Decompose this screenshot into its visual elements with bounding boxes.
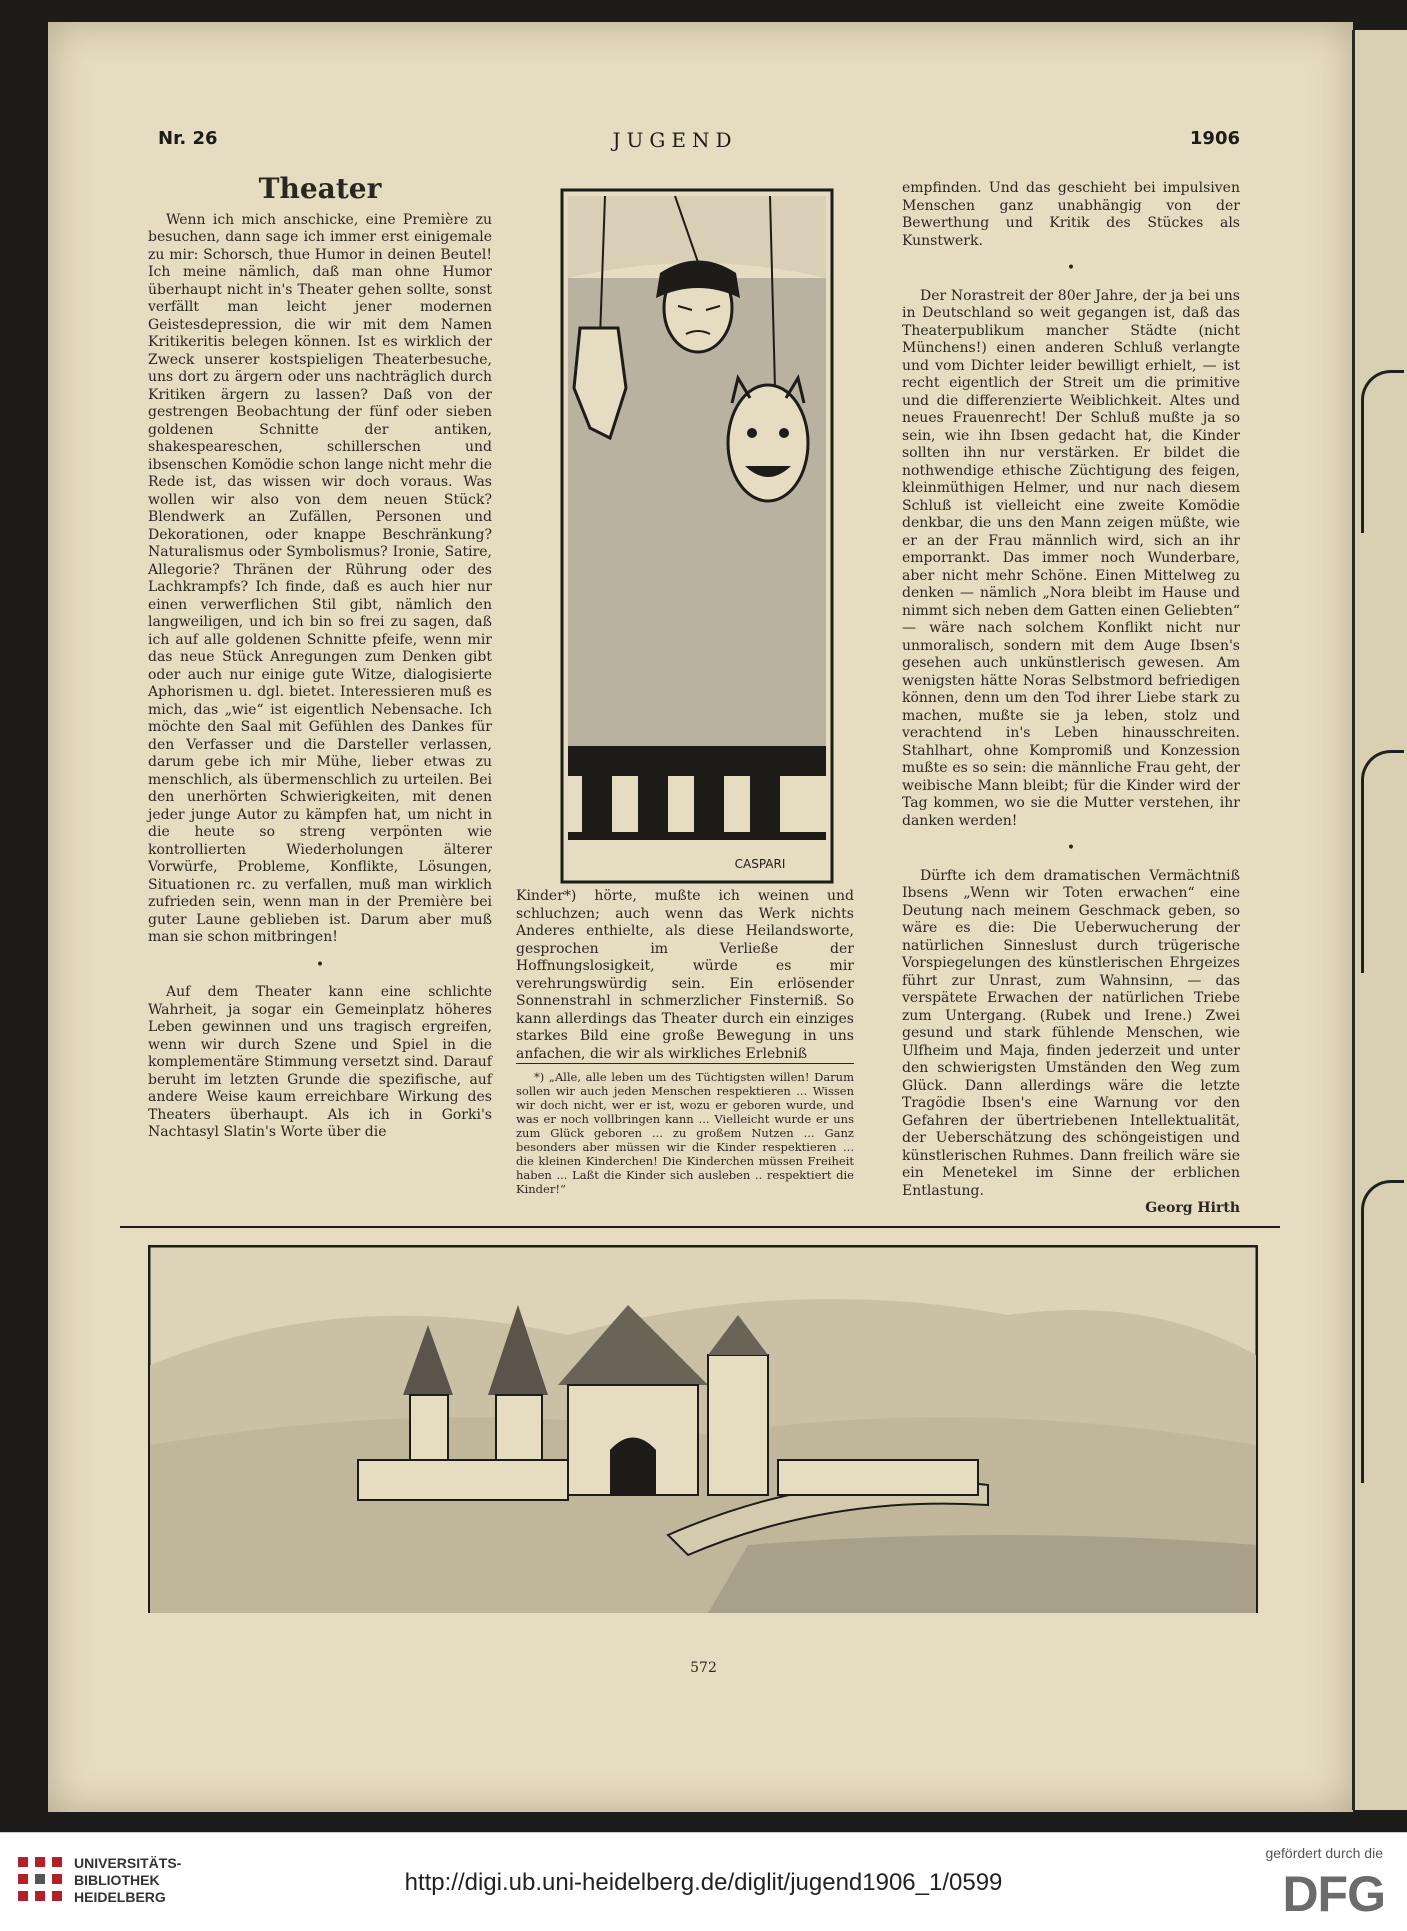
stage-band: [568, 746, 826, 776]
gate-arch: [610, 1438, 656, 1496]
adjacent-sketch-stroke: [1361, 750, 1404, 973]
middle-column: [516, 888, 854, 1196]
theater-masks-illustration: [560, 188, 834, 884]
left-column: [148, 172, 492, 1142]
mask-eye: [747, 428, 757, 438]
paragraph: Kinder*) hörte, mußte ich weinen und schluchzen; auch wenn das Werk nichts Anderes enthielte, als diese Heilandsworte, gesprochen im Verließe der Hoffnungslosigkeit, würde es mir verehrungswürdig sein. Ein erlösender Sonnenstrahl in schmerzlicher Finsterniß. So kann allerdings das Theater durch ein einziges starkes Bild eine große Bewegung in uns anfachen, die wir als wirkliches Erlebniß: [516, 888, 854, 1062]
section-separator: •: [1066, 840, 1076, 856]
right-column: [902, 180, 1240, 1218]
tower-wall: [410, 1395, 448, 1465]
footer-bar: [0, 1832, 1407, 1931]
library-name-line: BIBLIOTHEK: [74, 1872, 160, 1888]
section-separator: •: [315, 956, 325, 973]
section-separator: •: [1066, 260, 1076, 276]
paragraph: Der Norastreit der 80er Jahre, der ja bei uns in Deutschland so weit gegangen ist, daß das Theaterpublikum mancher Städte (nicht Münchens!) einen anderen Schluß verlangte und vom Dichter leider bewilligt erhielt, — ist recht eigentlich der Streit um die primitive und die differenzierte Weiblichkeit. Altes und neues Frauenrecht! Der Schluß mußte ja so sein, wie ihn Ibsen gedacht hat, die Kinder sollten ihn nur verstärken. Er bildet die nothwendige ethische Züchtigung des feigen, kleinmüthigen Helmer, und nur nach diesem Schluß ist vielleicht eine zweite Komödie denkbar, die uns den Mann zeigen müßte, wie er an der Frau männlich wird, sich an ihr emporrankt. Das immer noch Wunderbare, aber nicht mehr Schöne. Einen Mittelweg zu denken — nämlich „Nora bleibt im Hause und nimmt sich neben dem Gatten einen Geliebten“ — wäre nach solchem Konflikt nicht nur unmoralisch, sondern mit dem Auge Ibsen's gesehen auch unkünstlerisch gewesen. Am wenigsten hätte Noras Selbstmord befriedigen können, denn um den Tod ihrer Liebe stark zu machen, mußte sie ja leben, stolz und verachtend in's Leben hinausschreiten. Stahlhart, ohne Kompromiß und Konzession mußte es so sein: die männliche Frau geht, der weibische Mann bleibt; für die Kinder wird der Tag kommen, wo sie die Mutter verstehen, ihr danken werden!: [902, 287, 1240, 829]
adjacent-sketch-stroke: [1361, 370, 1404, 533]
town-wall: [778, 1460, 978, 1495]
artist-signature: CASPARI: [734, 857, 786, 871]
mask-eye: [779, 428, 789, 438]
issue-year: 1906: [1189, 128, 1240, 149]
running-head: [110, 128, 1240, 158]
issue-number: Nr. 26: [158, 128, 218, 149]
article-title: Theater: [258, 172, 382, 205]
adjacent-page-edge: [1352, 30, 1407, 1810]
adjacent-sketch-stroke: [1361, 1180, 1404, 1483]
library-name-line: HEIDELBERG: [74, 1889, 166, 1905]
author-signature: Georg Hirth: [1145, 1200, 1240, 1216]
paragraph: Dürfte ich dem dramatischen Vermächtniß Ibsens „Wenn wir Toten erwachen“ eine Deutung nach meinem Geschmack geben, so wäre es die: Die Ueberwucherung der natürlichen Sinneslust durch trügerische Vorspiegelungen des künstlerischen Ehrgeizes führt zur Unrast, zum Wahnsinn, — das verspätete Erwachen der natürlichen Triebe zum Untergang. (Rubek und Irene.) Zwei gesund und stark fühlende Menschen, wie Ulfheim und Maja, finden jederzeit und unter den schwierigsten Umständen den Weg zum Glück. Dann allerdings wäre die letzte Tragödie Ibsen's eine Warnung vor den Gefahren der übertriebenen Intellektualität, der Ueberschätzung des schöngeistigen und künstlerischen Ruhmes. Dann freilich wäre sie ein Menetekel im Sinne der erblichen Entlastung.: [902, 867, 1240, 1199]
comedy-mask: [728, 385, 808, 501]
crenellation-block: [750, 776, 780, 832]
crenellation-block: [638, 776, 668, 832]
magazine-title: JUGEND: [612, 128, 738, 152]
funder-label: gefördert durch die: [1265, 1845, 1383, 1861]
stage-base: [568, 832, 826, 840]
paragraph: empfinden. Und das geschieht bei impulsiven Menschen ganz unabhängig von der Bewerthung und Kritik des Stückes als Kunstwerk.: [902, 180, 1240, 249]
footnote: *) „Alle, alle leben um des Tüchtigsten willen! Darum sollen wir auch jeden Menschen respektieren ... Wissen wir doch nicht, wer er ist, wozu er geboren wurde, und was er noch vollbringen kann ... Vielleicht wurde er uns zum Glück geboren ... zu großem Nutzen ... Ganz besonders aber müssen wir die Kinder respektieren ... die kleinen Kinderchen! Die Kinderchen müssen Freiheit haben ... Laßt die Kinder sich ausleben .. respektiert die Kinder!“: [516, 1063, 854, 1196]
crenellation-block: [694, 776, 724, 832]
crenellation-block: [582, 776, 612, 832]
paragraph: Auf dem Theater kann eine schlichte Wahrheit, ja sogar ein Gemeinplatz höheres Leben gewinnen und uns tragisch ergreifen, wenn wir durch Szene und Spiel in die komplementäre Stimmung versetzt sind. Darauf beruht im letzten Grunde die spezifische, auf andere Weise kaum erreichbare Wirkung des Theaters überhaupt. Als ich in Gorki's Nachtasyl Slatin's Worte über die: [148, 984, 492, 1140]
permalink-url[interactable]: http://digi.ub.uni-heidelberg.de/diglit/jugend1906_1/0599: [404, 1869, 1003, 1896]
dfg-logo[interactable]: DFG: [1282, 1866, 1385, 1922]
river: [708, 1535, 1256, 1613]
page-number: 572: [690, 1660, 717, 1676]
library-name-line: UNIVERSITÄTS-: [74, 1855, 182, 1871]
horizontal-rule: [120, 1226, 1280, 1228]
village-landscape-illustration: [148, 1245, 1258, 1613]
tall-house: [708, 1355, 768, 1495]
town-wall: [358, 1460, 568, 1500]
paragraph: Wenn ich mich anschicke, eine Première zu besuchen, dann sage ich immer erst einigemale zu mir: Schorsch, thue Humor in deinen Beutel! Ich meine nämlich, daß man ohne Humor überhaupt nicht in's Theater gehen sollte, sonst verfällt man leicht jener modernen Geistesdepression, die wir mit dem Namen Kritikeritis belegen können. Ist es wirklich der Zweck unserer kostspieligen Theaterbesuche, uns dort zu ärgern oder uns nachträglich durch Kritiken ärgern zu lassen? Daß von der gestrengen Beobachtung der fünf oder sieben goldenen Schnitte der antiken, shakespeareschen, schillerschen und ibsenschen Komödie schon lange nicht mehr die Rede ist, das wissen wir doch voraus. Was wollen wir also von dem neuen Stück? Blendwerk an Zufällen, Personen und Dekorationen, oder knappe Beschränkung? Naturalismus oder Symbolismus? Ironie, Satire, Allegorie? Thränen der Rührung oder des Lachkrampfs? Ich finde, daß es auch hier nur einen verwerflichen Stil gibt, nämlich den langweiligen, und ich bin so frei zu sagen, daß ich auf alle goldenen Schnitte pfeife, wenn mir das neue Stück Anregungen zum Denken gibt oder auch nur einige gute Witze, dialogisierte Aphorismen u. dgl. bietet. Interessieren muß es mich, das „wie“ ist eigentlich Nebensache. Ich möchte den Saal mit Gefühlen des Dankes für den Verfasser und die Darsteller verlassen, darum gebe ich mir Mühe, lieber etwas zu menschlich, als übermenschlich zu urteilen. Bei den unerhörten Schwierigkeiten, mit denen jeder junge Autor zu kämpfen hat, um nicht in die heute so streng verpönten wie kontrollierten Wiederholungen älterer Vorwürfe, Probleme, Konflikte, Lösungen, Situationen rc. zu verfallen, muß man wirklich zufrieden sein, wenn man in der Première bei guter Laune geblieben ist. Darum aber muß man sie schon mitbringen!: [148, 211, 492, 945]
